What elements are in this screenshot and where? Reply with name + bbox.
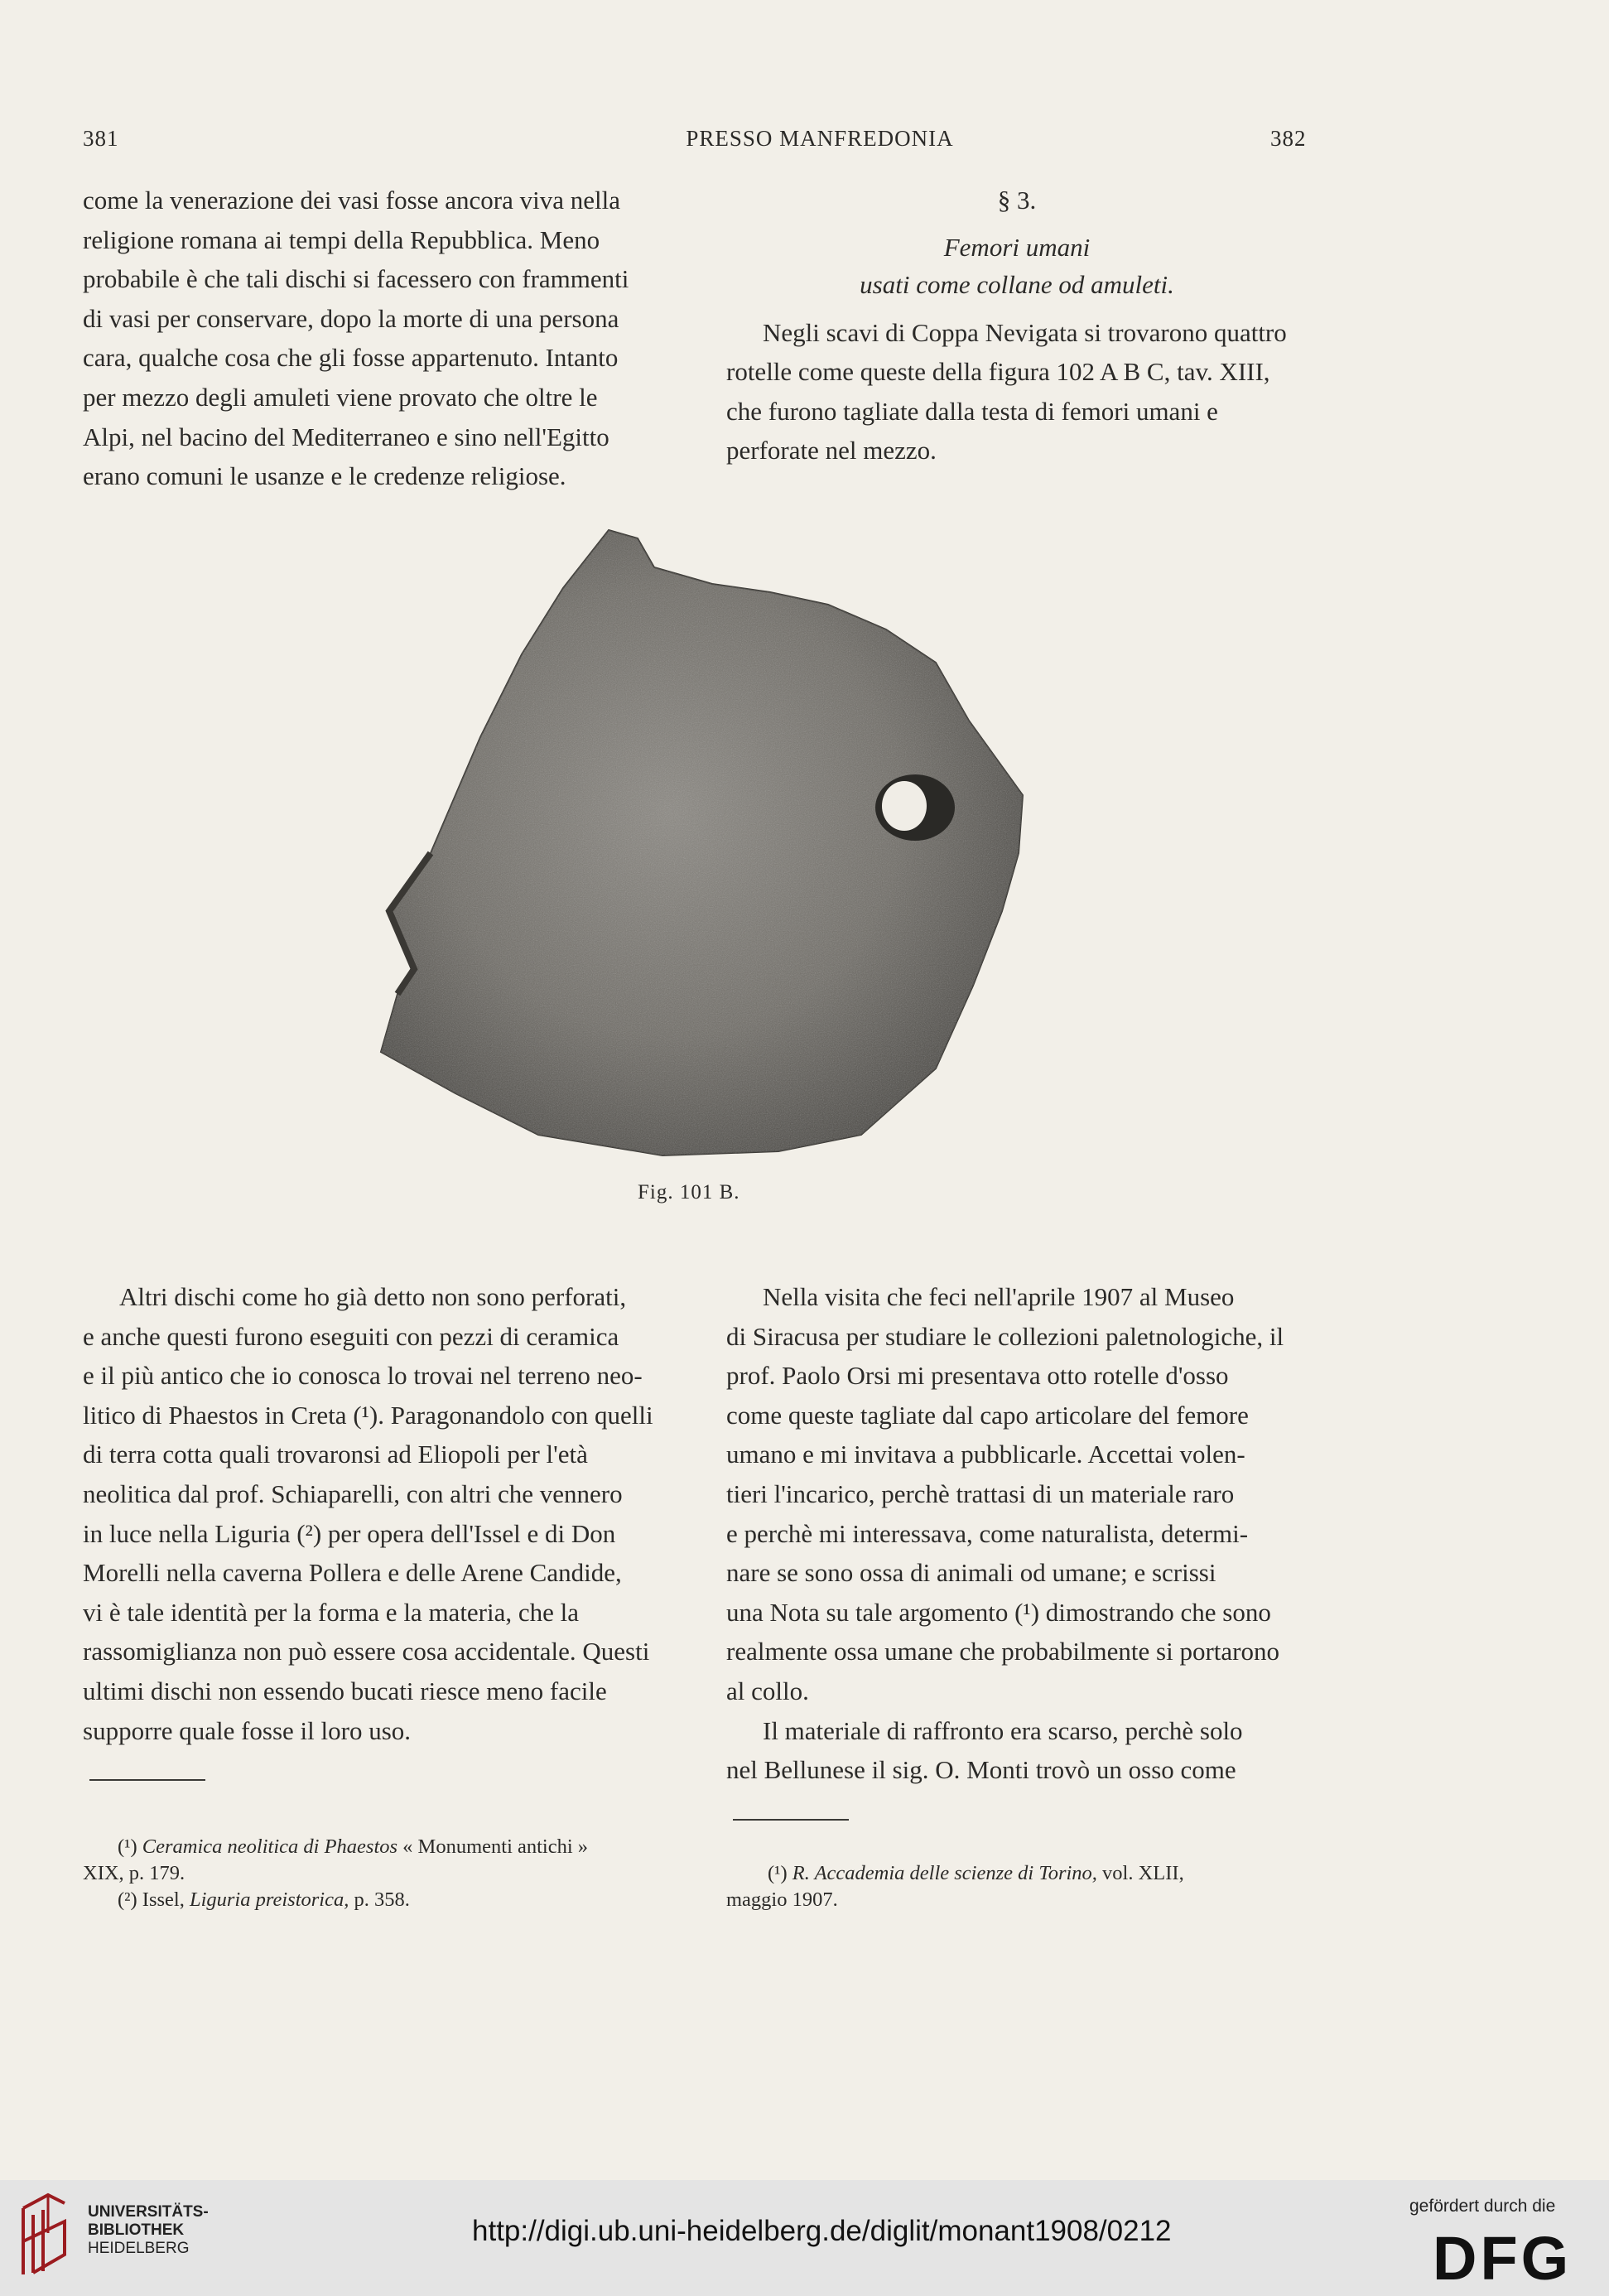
text-line: nare se sono ossa di animali od umane; e scrissi: [726, 1558, 1216, 1588]
text-line: realmente ossa umane che probabilmente si portarono: [726, 1637, 1279, 1667]
footnote-mark: (¹): [118, 1835, 137, 1858]
footnote-1: [83, 1834, 672, 1860]
footnotes-right: [726, 1860, 1308, 1913]
text-line: umano e mi invitava a pubblicarle. Accettai volen-: [726, 1440, 1245, 1469]
footnote-1-cont: maggio 1907.: [726, 1888, 838, 1911]
text-line: religione romana ai tempi della Repubblica. Meno: [83, 224, 600, 254]
text-line: Il materiale di raffronto era scarso, perchè solo: [763, 1715, 1243, 1745]
text-line: prof. Paolo Orsi mi presentava otto rotelle d'osso: [726, 1361, 1229, 1391]
text-line: e anche questi furono eseguiti con pezzi di ceramica: [83, 1321, 619, 1351]
text-line: di terra cotta quali trovaronsi ad Eliopoli per l'età: [83, 1440, 588, 1469]
text-line: cara, qualche cosa che gli fosse appartenuto. Intanto: [83, 343, 619, 373]
text-line: Negli scavi di Coppa Nevigata si trovarono quattro: [763, 317, 1287, 347]
text-line: rotelle come queste della figura 102 A B C, tav. XIII,: [726, 357, 1270, 387]
library-name: [88, 2203, 209, 2258]
text-line: una Nota su tale argomento (¹) dimostrando che sono: [726, 1597, 1271, 1627]
text-line: supporre quale fosse il loro uso.: [83, 1715, 412, 1745]
library-line: HEIDELBERG: [88, 2240, 190, 2257]
footnote-mark: (²): [118, 1888, 137, 1911]
text-line: Alpi, nel bacino del Mediterraneo e sino nell'Egitto: [83, 422, 609, 451]
text-line: Nella visita che feci nell'aprile 1907 al Museo: [763, 1282, 1235, 1311]
page-number-right: 382: [1270, 126, 1307, 151]
text-line: ultimi dischi non essendo bucati riesce meno facile: [83, 1676, 607, 1705]
footnote-author: Issel,: [142, 1888, 185, 1911]
running-title: PRESSO MANFREDONIA: [686, 126, 954, 151]
footnote-rule-left: [89, 1779, 205, 1781]
text-line: che furono tagliate dalla testa di femori umani e: [726, 396, 1218, 426]
section-heading-line2: usati come collane od amuleti.: [860, 269, 1174, 299]
footnote-2: [83, 1887, 672, 1913]
section-number: § 3.: [997, 186, 1037, 215]
text-line: al collo.: [726, 1676, 809, 1705]
dfg-logo: DFG: [1433, 2224, 1573, 2293]
text-line: probabile è che tali dischi si facessero con frammenti: [83, 264, 629, 294]
text-line: perforate nel mezzo.: [726, 436, 937, 465]
footnote-text: p. 358.: [354, 1888, 410, 1911]
text-line: di vasi per conservare, dopo la morte di una persona: [83, 303, 619, 333]
footnote-title: Liguria preistorica,: [189, 1888, 349, 1911]
funding-note: gefördert durch die: [1409, 2197, 1556, 2216]
text-line: di Siracusa per studiare le collezioni paletnologiche, il: [726, 1321, 1284, 1351]
footnotes-left: [83, 1834, 672, 1913]
text-line: Morelli nella caverna Pollera e delle Arene Candide,: [83, 1558, 622, 1588]
footnote-rule-right: [733, 1819, 849, 1821]
text-line: in luce nella Liguria (²) per opera dell'Issel e di Don: [83, 1518, 616, 1548]
footnote-1: [726, 1860, 1308, 1887]
left-column-bottom: [83, 1277, 669, 1750]
footnote-title: R. Accademia delle scienze di Torino,: [792, 1862, 1097, 1884]
text-line: vi è tale identità per la forma e la materia, che la: [83, 1597, 580, 1627]
text-line: e perchè mi interessava, come naturalista, determi-: [726, 1518, 1249, 1548]
text-line: nel Bellunese il sig. O. Monti trovò un osso come: [726, 1755, 1236, 1785]
page-number-left: 381: [83, 126, 119, 151]
text-line: erano comuni le usanze e le credenze religiose.: [83, 461, 566, 491]
right-column-top: [726, 181, 1308, 470]
text-line: rassomiglianza non può essere cosa accidentale. Questi: [83, 1637, 650, 1667]
source-url-link[interactable]: http://digi.ub.uni-heidelberg.de/diglit/monant1908/0212: [472, 2215, 1172, 2247]
text-line: litico di Phaestos in Creta (¹). Paragonandolo con quelli: [83, 1400, 653, 1430]
library-line: UNIVERSITÄTS-: [88, 2203, 209, 2221]
footnote-mark: (¹): [768, 1862, 788, 1884]
text-line: e il più antico che io conosca lo trovai nel terreno neo-: [83, 1361, 643, 1391]
text-line: per mezzo degli amuleti viene provato che oltre le: [83, 382, 598, 412]
footer-bar: [0, 2180, 1609, 2296]
text-line: come la venerazione dei vasi fosse ancora viva nella: [83, 186, 620, 215]
text-line: neolitica dal prof. Schiaparelli, con altri che vennero: [83, 1478, 623, 1508]
figure-disc-photo: [364, 522, 1035, 1168]
footnote-text: « Monumenti antichi »: [402, 1835, 589, 1858]
footnote-1-cont: XIX, p. 179.: [83, 1862, 185, 1884]
left-column-top: [83, 181, 669, 496]
footnote-text: vol. XLII,: [1102, 1862, 1184, 1884]
right-column-bottom: [726, 1277, 1308, 1790]
section-heading-line1: Femori umani: [943, 232, 1091, 262]
footnote-title: Ceramica neolitica di Phaestos: [142, 1835, 398, 1858]
figure-caption: Fig. 101 B.: [638, 1181, 740, 1203]
text-line: Altri dischi come ho già detto non sono perforati,: [119, 1282, 627, 1311]
text-line: tieri l'incarico, perchè trattasi di un materiale raro: [726, 1478, 1235, 1508]
text-line: come queste tagliate dal capo articolare del femore: [726, 1400, 1249, 1430]
library-line: BIBLIOTHEK: [88, 2221, 185, 2239]
library-logo-icon: [18, 2192, 70, 2282]
